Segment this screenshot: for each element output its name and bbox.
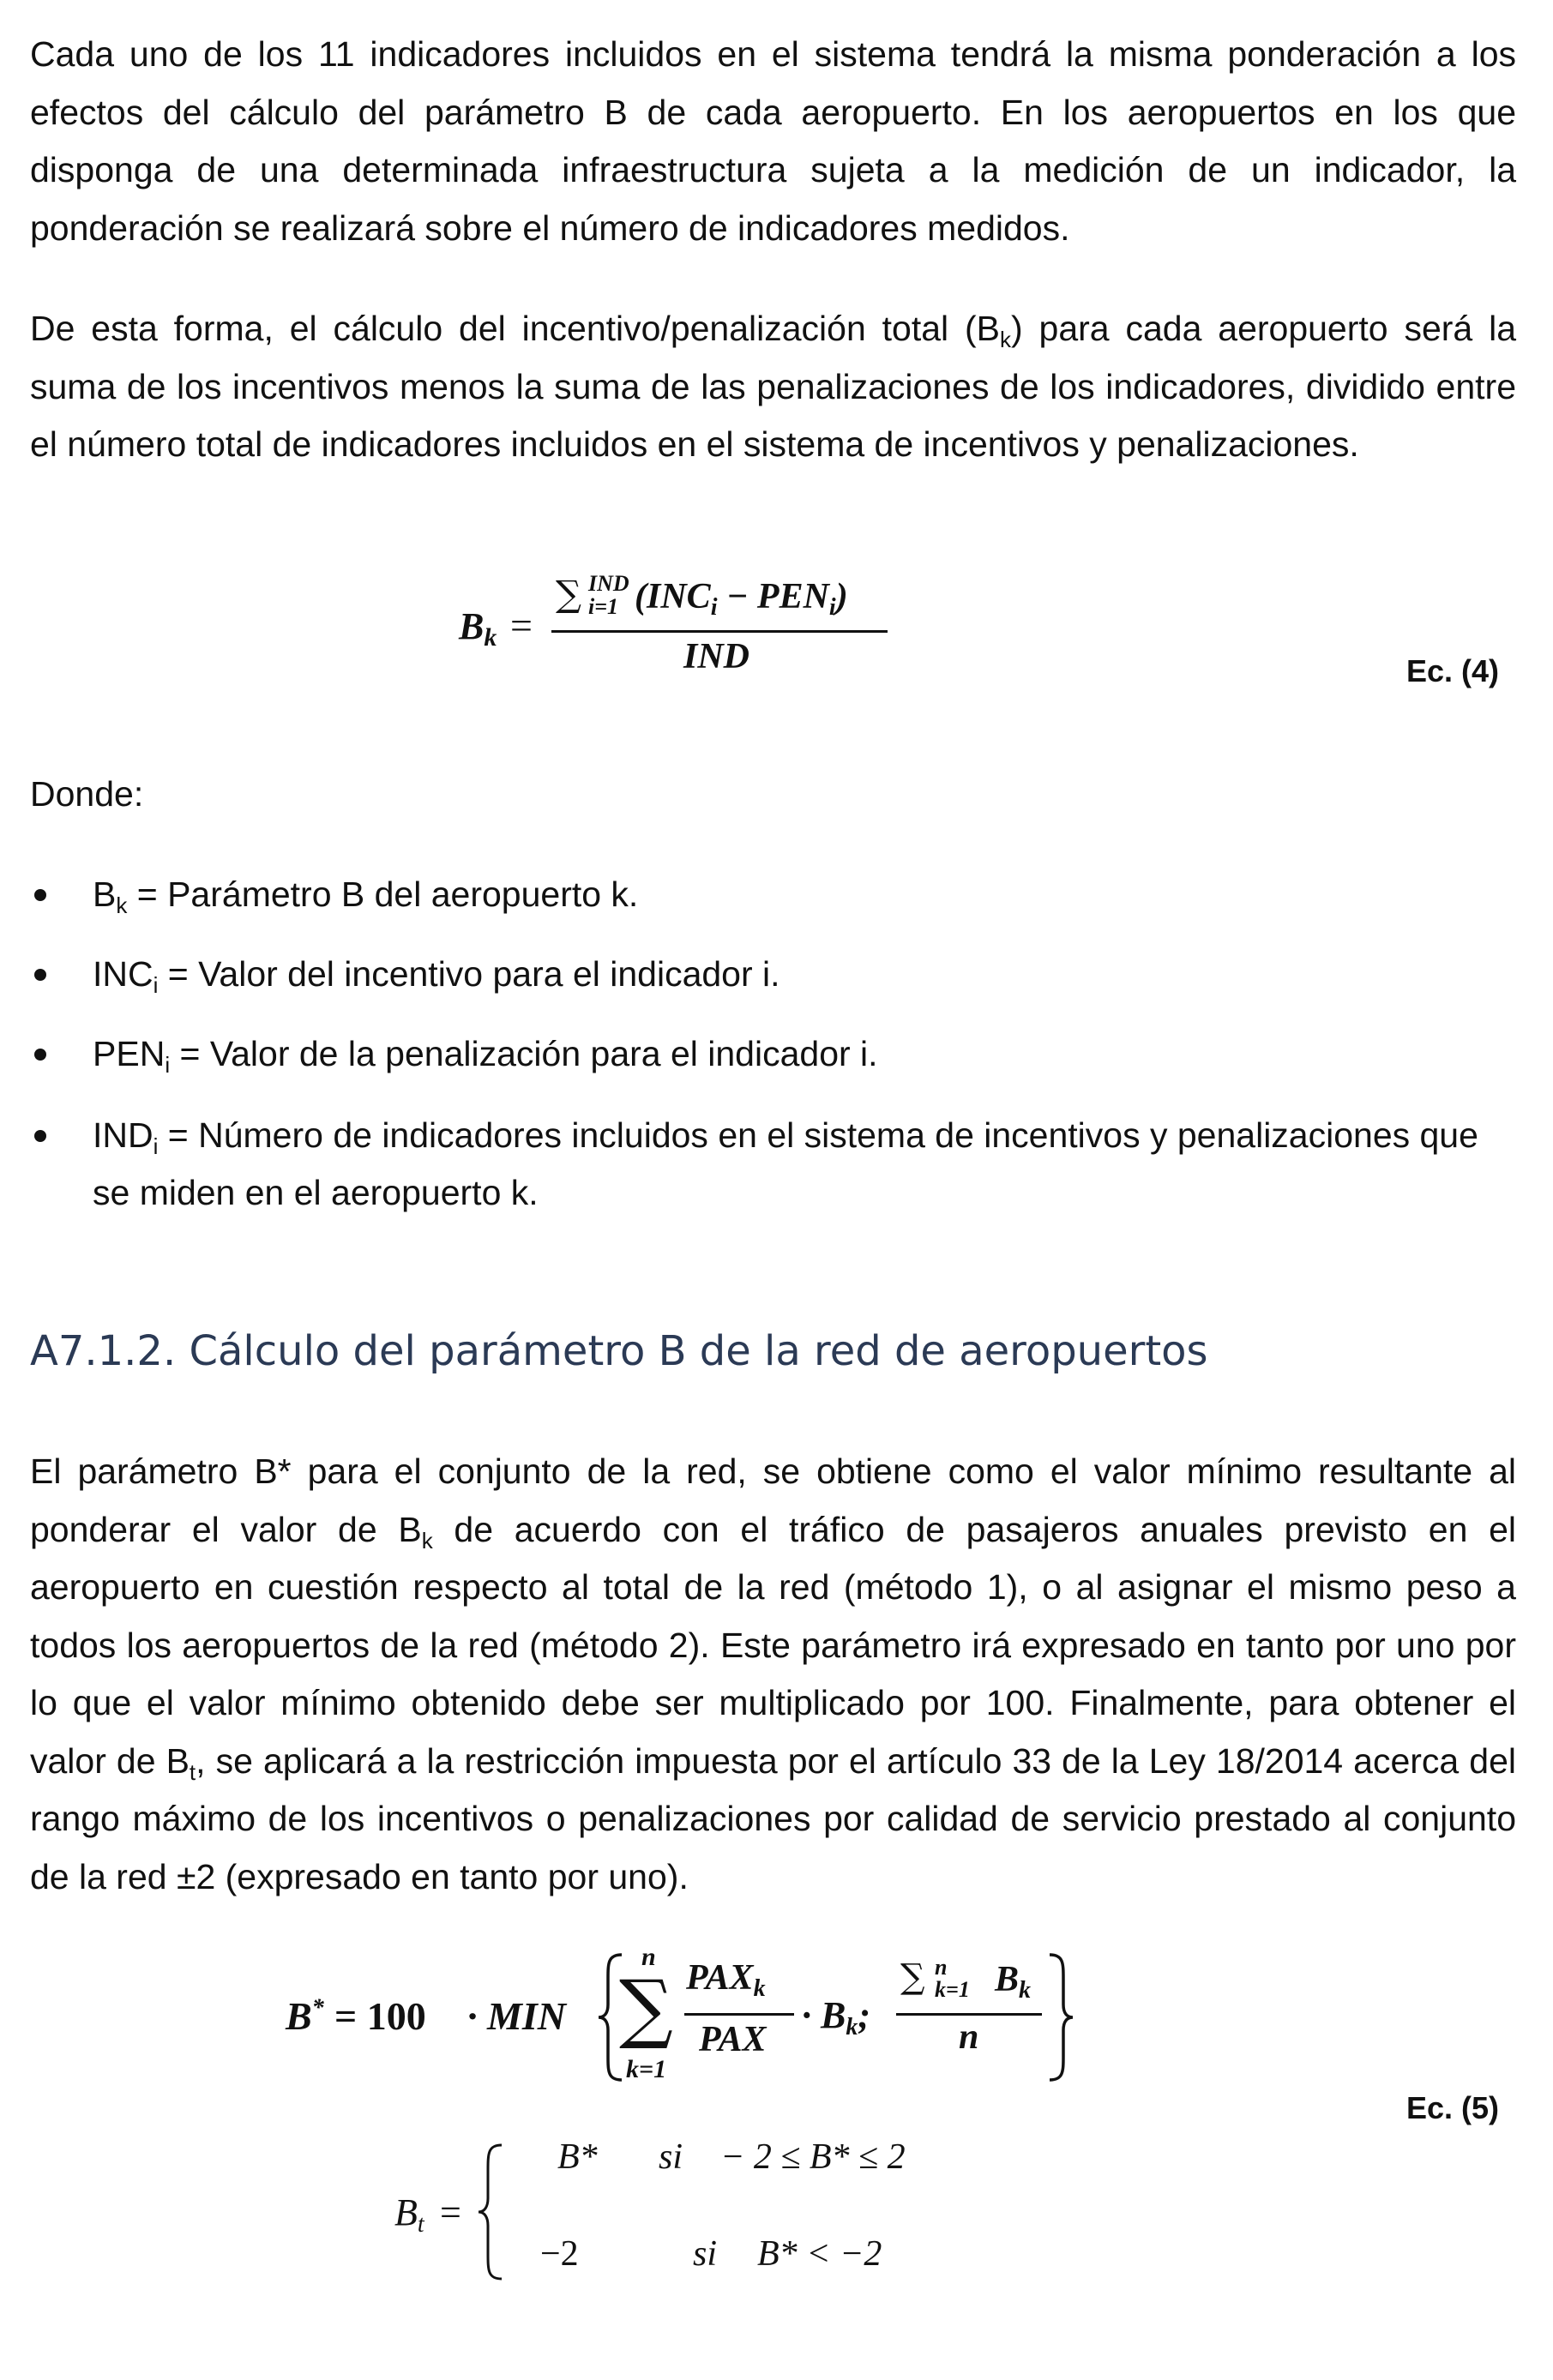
eq4-sum-symbol: ∑ — [556, 573, 581, 615]
eq5-fraction-bar — [684, 2013, 794, 2016]
eq4-sum-lower: i=1 — [588, 594, 619, 619]
eq5-frac2-denominator: n — [959, 2017, 979, 2057]
list-item: $PEN_i$ = Valor de la penalización para el indicador i. — [93, 1034, 878, 1078]
bullet-dot — [34, 1049, 46, 1061]
right-brace-icon — [1046, 1953, 1075, 2082]
eq5-times-b: · $B_k$; — [802, 1994, 871, 2040]
bullet-dot — [34, 889, 46, 901]
eq5-frac-denominator: PAX — [699, 2020, 767, 2059]
paragraph-parametro-red: El parámetro B* para el conjunto de la red, se obtiene como el valor mínimo resultante al ponderar el valor de $B_k$ de acuerdo con el tráfico de pasajeros anuales previsto en el aeropuerto en cuestión respecto al total de la red (método 1), o al asignar el mismo peso a todos los aeropuertos de la red (método 2). Este parámetro irá expresado en tanto por uno por lo que el valor mínimo obtenido debe ser multiplicado por 100. Finalmente, para obtener el valor de $B_t$, se aplicará a la restricción impuesta por el artículo 33 de la Ley 18/2014 acerca del rango máximo de los incentivos o penalizaciones por calidad de servicio prestado al conjunto de la red ±2 (expresado en tanto por uno). — [30, 1451, 1516, 1896]
list-item: $B_k$ = Parámetro B del aeropuerto k. — [93, 874, 639, 918]
cases-brace-icon — [476, 2143, 505, 2281]
bt-case1-si: si — [659, 2137, 683, 2177]
eq5-sum1-upper: n — [641, 1943, 656, 1971]
eq5-frac-numerator: $PAX_k$ — [686, 1958, 766, 2002]
bt-case1-condition: − 2 ≤ B* ≤ 2 — [720, 2137, 906, 2177]
eq4-label: Ec. (4) — [1406, 653, 1500, 688]
eq5-sum2-lower: k=1 — [935, 1977, 970, 2002]
eq5-sum2-symbol: ∑ — [900, 1957, 925, 1997]
bt-case1-value: B* — [557, 2137, 598, 2177]
eq5-sum1-lower: k=1 — [626, 2055, 667, 2083]
eq5-fraction2-bar — [896, 2013, 1042, 2016]
bt-equals: = — [440, 2191, 461, 2233]
eq5-min: · MIN — [467, 1994, 567, 2038]
eq5-equals-100: = 100 — [334, 1994, 426, 2038]
eq4-fraction-bar — [551, 630, 888, 633]
bt-case2-si: si — [693, 2234, 718, 2274]
bt-case2-value: −2 — [540, 2234, 579, 2274]
eq5-frac2-numerator: $B_k$ — [995, 1960, 1032, 2004]
eq4-equals: = — [510, 604, 533, 647]
eq5-sum2-upper: n — [935, 1955, 948, 1980]
list-item: $INC_i$ = Valor del incentivo para el indicador i. — [93, 954, 780, 998]
eq4-sum-upper: IND — [588, 571, 629, 596]
section-heading: A7.1.2. Cálculo del parámetro B de la red de aeropuertos — [30, 1327, 1208, 1375]
eq5-label: Ec. (5) — [1406, 2090, 1500, 2125]
bullet-dot — [34, 1130, 46, 1142]
bullet-dot — [34, 969, 46, 981]
paragraph-calculo-incentivo: De esta forma, el cálculo del incentivo/penalización total $(B_k)$ para cada aeropuerto será la suma de los incentivos menos la suma de las penalizaciones de los indicadores, dividido entre el número total de indicadores incluidos en el sistema de incentivos y penalizaciones. — [30, 309, 1517, 464]
eq4-numerator: $(INC_i - PEN_i)$ — [635, 577, 848, 621]
eq5-sum1-symbol: ∑ — [619, 1963, 673, 2052]
paragraph-ponderacion: Cada uno de los 11 indicadores incluidos en el sistema tendrá la misma ponderación a los efectos del cálculo del parámetro B de cada aeropuerto. En los aeropuertos en los que disponga de una determinada infraestructura sujeta a la medición de un indicador, la ponderación se realizará sobre el número de indicadores medidos. — [30, 34, 1516, 248]
donde-label: Donde: — [30, 774, 144, 814]
list-item: $IND_i$ = Número de indicadores incluidos en el sistema de incentivos y penalizaciones que se miden en el aeropuerto k. — [93, 1115, 1478, 1212]
eq5-lhs: B* — [286, 1994, 324, 2038]
eq4-lhs: $B_k$ — [459, 605, 497, 652]
bt-lhs: $B_t$ — [394, 2191, 424, 2238]
bt-case2-condition: B* < −2 — [757, 2234, 882, 2274]
eq4-denominator: IND — [683, 637, 750, 676]
